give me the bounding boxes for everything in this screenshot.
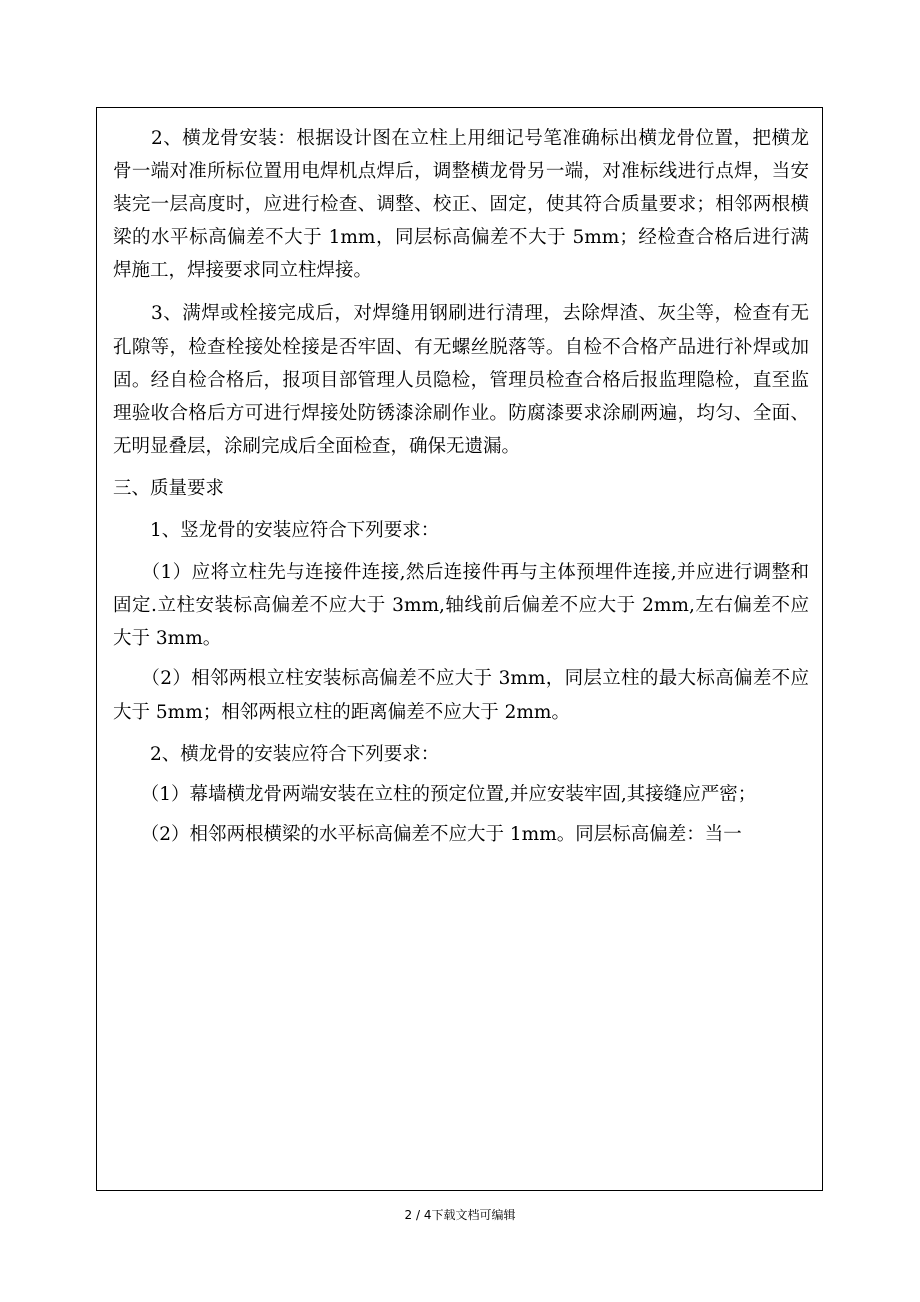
paragraph-horizontal-item-1: （1）幕墙横龙骨两端安装在立柱的预定位置,并应安装牢固,其接缝应严密；: [113, 783, 757, 805]
paragraph-vertical-item-1: （1）应将立柱先与连接件连接,然后连接件再与主体预埋件连接,并应进行调整和固定.立柱安装标高偏差不应大于 3mm,轴线前后偏差不应大于 2mm,左右偏差不应大于 3mm。: [113, 562, 809, 650]
paragraph-vertical-item-2: （2）相邻两根立柱安装标高偏差不应大于 3mm，同层立柱的最大标高偏差不应大于 5mm；相邻两根立柱的距离偏差不应大于 2mm。: [113, 668, 809, 723]
paragraph-horizontal-keel-requirements: 2、横龙骨的安装应符合下列要求：: [113, 743, 440, 765]
document-body: [113, 122, 809, 851]
paragraph-welding-inspection: 3、满焊或栓接完成后，对焊缝用钢刷进行清理，去除焊渣、灰尘等，检查有无孔隙等，检查栓接处栓接是否牢固、有无螺丝脱落等。自检不合格产品进行补焊或加固。经自检合格后，报项目部管理人员隐检，管理员检查合格后报监理隐检，直至监理验收合格后方可进行焊接处防锈漆涂刷作业。防腐漆要求涂刷两遍，均匀、全面、无明显叠层，涂刷完成后全面检查，确保无遗漏。: [113, 303, 809, 457]
section-heading-quality-requirements: 三、质量要求: [113, 477, 225, 499]
paragraph-horizontal-item-2: （2）相邻两根横梁的水平标高偏差不应大于 1mm。同层标高偏差：当一: [113, 823, 742, 845]
document-frame: [96, 107, 823, 1191]
paragraph-horizontal-keel-installation: 2、横龙骨安装：根据设计图在立柱上用细记号笔准确标出横龙骨位置，把横龙骨一端对准所标位置用电焊机点焊后，调整横龙骨另一端，对准标线进行点焊，当安装完一层高度时，应进行检查、调整、校正、固定，使其符合质量要求；相邻两根横梁的水平标高偏差不大于 1mm，同层标高偏差不大于 5mm；经检查合格后进行满焊施工，焊接要求同立柱焊接。: [113, 128, 809, 282]
paragraph-vertical-keel-requirements: 1、竖龙骨的安装应符合下列要求：: [113, 520, 440, 542]
page-footer: 2 / 4下载文档可编辑: [404, 1208, 516, 1222]
